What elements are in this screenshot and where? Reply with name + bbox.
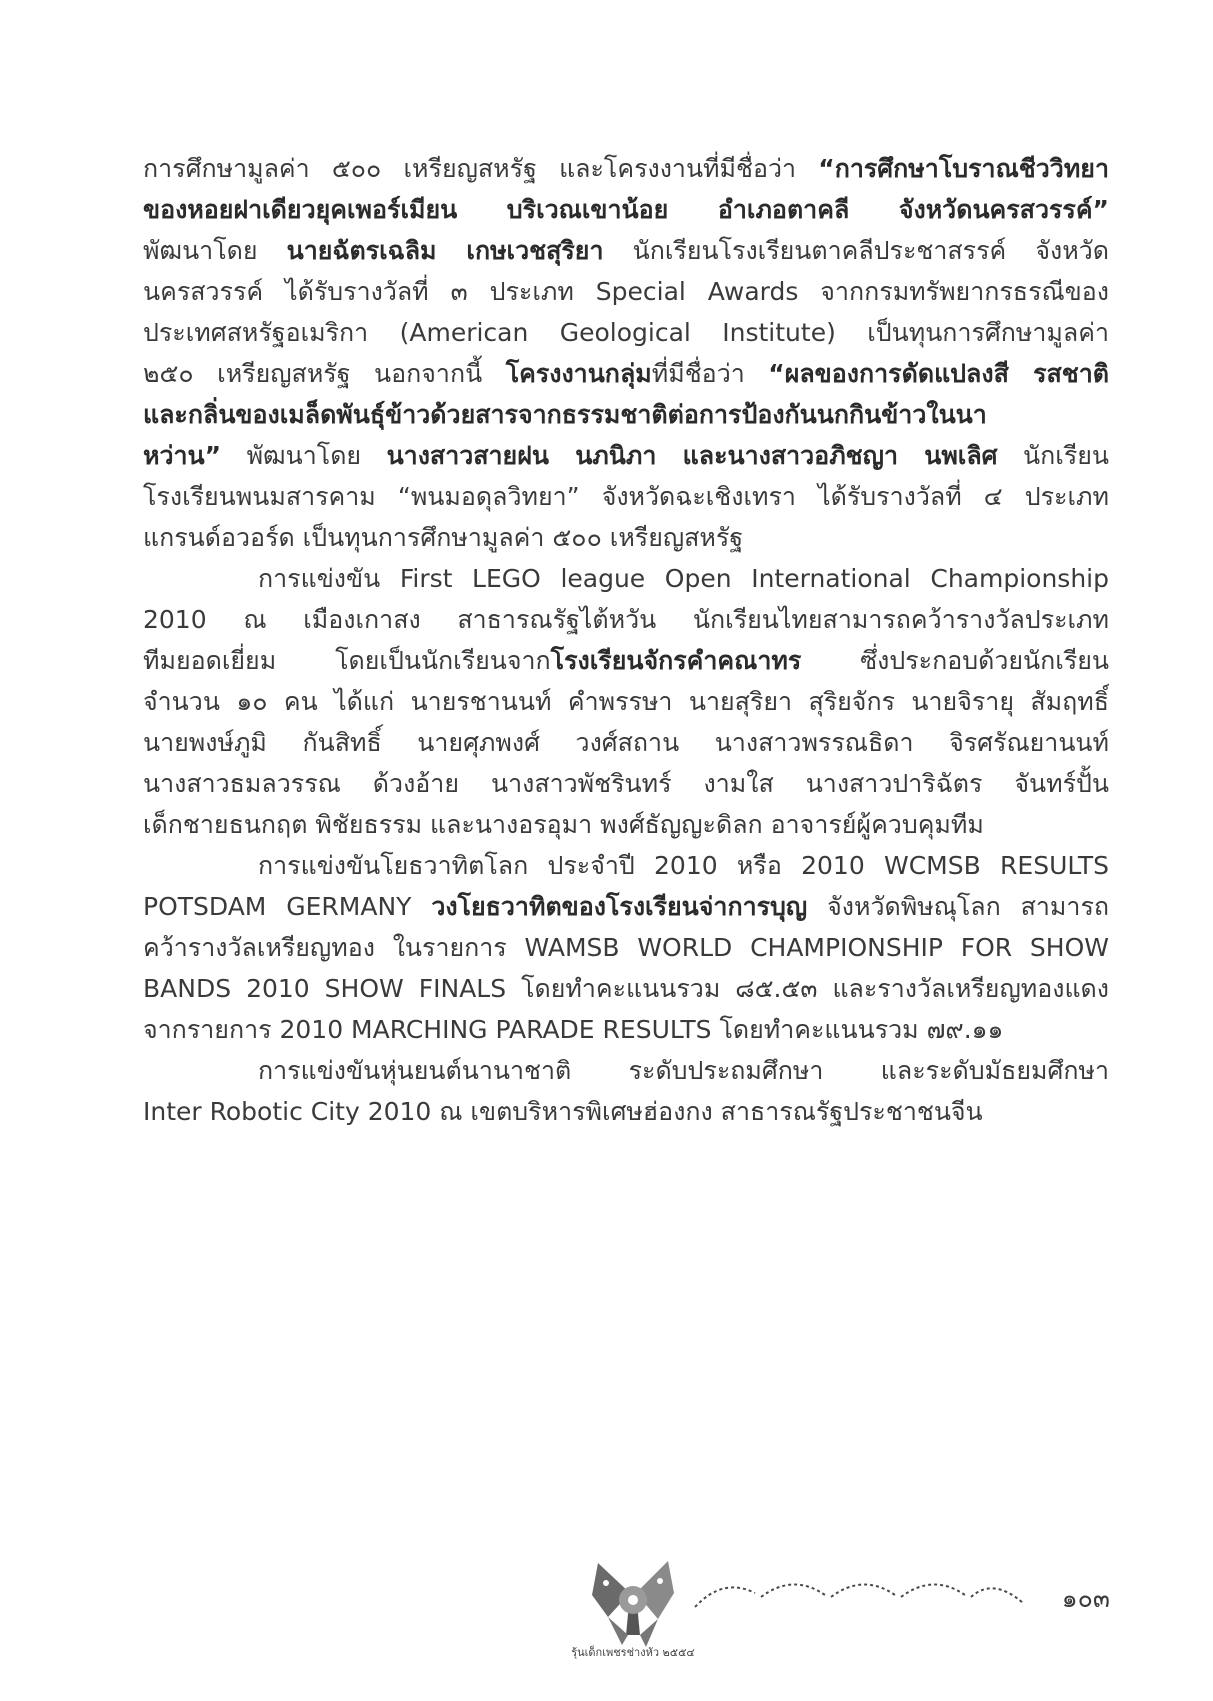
bold-text-run: นางสาวสายฝน นภนิภา และนางสาวอภิชญา นพเลิศ xyxy=(386,441,998,470)
bold-text-run: หว่าน” xyxy=(143,441,222,470)
text-run: นางสาวธมลวรรณ ด้วงอ้าย นางสาวพัชรินทร์ งามใส นางสาวปาริฉัตร จันทร์ปั้น xyxy=(143,769,1109,798)
bold-text-run: และกลิ่นของเมล็ดพันธุ์ข้าวด้วยสารจากธรรมชาติต่อการป้องกันนกกินข้าวในนา xyxy=(143,400,987,429)
text-run: การแข่งขันโยธวาทิตโลก ประจำปี 2010 หรือ 2010 WCMSB RESULTS xyxy=(258,851,1109,880)
text-line xyxy=(143,886,1109,927)
bold-text-run: โครงงานกลุ่ม xyxy=(505,359,652,388)
text-run: จำนวน ๑๐ คน ได้แก่ นายรชานนท์ คำพรรษา นายสุริยา สุริยจักร นายจิรายุ สัมฤทธิ์ xyxy=(143,687,1109,716)
text-line xyxy=(143,189,1109,230)
text-run: ที่มีชื่อว่า xyxy=(651,359,769,388)
text-line xyxy=(143,763,1109,804)
text-run: 2010 ณ เมืองเกาสง สาธารณรัฐไต้หวัน นักเรียนไทยสามารถคว้ารางวัลประเภท xyxy=(143,605,1109,634)
text-run: ทีมยอดเยี่ยม โดยเป็นนักเรียนจาก xyxy=(143,646,551,675)
text-line xyxy=(143,927,1109,968)
bold-text-run: ของหอยฝาเดียวยุคเพอร์เมียน บริเวณเขาน้อย อำเภอตาคลี จังหวัดนครสวรรค์” xyxy=(143,195,1109,224)
text-line xyxy=(143,804,1109,845)
bold-text-run: “การศึกษาโบราณชีววิทยา xyxy=(818,154,1109,183)
text-run: จังหวัดพิษณุโลก สามารถ xyxy=(807,892,1109,921)
bold-text-run: นายฉัตรเฉลิม เกษเวชสุริยา xyxy=(286,236,604,265)
text-run: นักเรียน xyxy=(997,441,1109,470)
text-line xyxy=(143,722,1109,763)
text-run: นักเรียนโรงเรียนตาคลีประชาสรรค์ จังหวัด xyxy=(603,236,1109,265)
text-line xyxy=(143,476,1109,517)
text-run: การแข่งขัน First LEGO league Open International Championship xyxy=(258,564,1109,593)
text-line xyxy=(143,968,1109,1009)
text-run: การศึกษามูลค่า ๕๐๐ เหรียญสหรัฐ และโครงงานที่มีชื่อว่า xyxy=(143,154,819,183)
text-run: โรงเรียนพนมสารคาม “พนมอดุลวิทยา” จังหวัดฉะเชิงเทรา ได้รับรางวัลที่ ๔ ประเภท xyxy=(143,482,1109,511)
text-run: เด็กชายธนกฤต พิชัยธรรม และนางอรอุมา พงศ์ธัญญะดิลก อาจารย์ผู้ควบคุมทีม xyxy=(143,810,984,839)
text-run: Inter Robotic City 2010 ณ เขตบริหารพิเศษฮ่องกง สาธารณรัฐประชาชนจีน xyxy=(143,1097,983,1126)
text-line xyxy=(143,599,1109,640)
text-line xyxy=(143,1091,1109,1132)
text-run: แกรนด์อวอร์ด เป็นทุนการศึกษามูลค่า ๕๐๐ เหรียญสหรัฐ xyxy=(143,523,744,552)
text-run: ประเทศสหรัฐอเมริกา (American Geological Institute) เป็นทุนการศึกษามูลค่า xyxy=(143,318,1109,347)
text-run: POTSDAM GERMANY xyxy=(143,892,432,921)
text-run: ซึ่งประกอบด้วยนักเรียน xyxy=(801,646,1109,675)
text-line xyxy=(143,230,1109,271)
text-line xyxy=(143,1050,1109,1091)
text-line xyxy=(143,148,1109,189)
text-run: พัฒนาโดย xyxy=(143,236,287,265)
text-line xyxy=(143,1009,1109,1050)
logo-caption: รุ้นเด็กเพชรช่างหัว ๒๕๕๔ xyxy=(571,1646,695,1659)
text-line xyxy=(143,681,1109,722)
text-run: ๒๕๐ เหรียญสหรัฐ นอกจากนี้ xyxy=(143,359,506,388)
text-run: BANDS 2010 SHOW FINALS โดยทำคะแนนรวม ๘๕.๕๓ และรางวัลเหรียญทองแดง xyxy=(143,974,1109,1003)
bold-text-run: วงโยธวาทิตของโรงเรียนจ่าการบุญ xyxy=(431,892,808,921)
text-line xyxy=(143,845,1109,886)
bold-text-run: “ผลของการดัดแปลงสี รสชาติ xyxy=(768,359,1109,388)
text-line xyxy=(143,353,1109,394)
text-run: นายพงษ์ภูมิ กันสิทธิ์ นายศุภพงศ์ วงศ์สถาน นางสาวพรรณธิดา จิรศรัณยานนท์ xyxy=(143,728,1109,757)
text-line xyxy=(143,394,1109,435)
text-run: คว้ารางวัลเหรียญทอง ในรายการ WAMSB WORLD CHAMPIONSHIP FOR SHOW xyxy=(143,933,1109,962)
text-line xyxy=(143,517,1109,558)
dashed-arcs-decoration xyxy=(693,1575,1033,1615)
bold-text-run: โรงเรียนจักรคำคณาทร xyxy=(550,646,802,675)
text-run: จากรายการ 2010 MARCHING PARADE RESULTS โดยทำคะแนนรวม ๗๙.๑๑ xyxy=(143,1015,1004,1044)
text-line xyxy=(143,640,1109,681)
body-text xyxy=(143,148,1109,1132)
text-line xyxy=(143,558,1109,599)
text-line xyxy=(143,435,1109,476)
text-line xyxy=(143,312,1109,353)
page-number: ๑๐๓ xyxy=(1061,1584,1110,1613)
text-run: พัฒนาโดย xyxy=(221,441,387,470)
text-run: นครสวรรค์ ได้รับรางวัลที่ ๓ ประเภท Special Awards จากกรมทรัพยากรธรณีของ xyxy=(143,277,1109,306)
text-line xyxy=(143,271,1109,312)
text-run: การแข่งขันหุ่นยนต์นานาชาติ ระดับประถมศึกษา และระดับมัธยมศึกษา xyxy=(258,1056,1109,1085)
